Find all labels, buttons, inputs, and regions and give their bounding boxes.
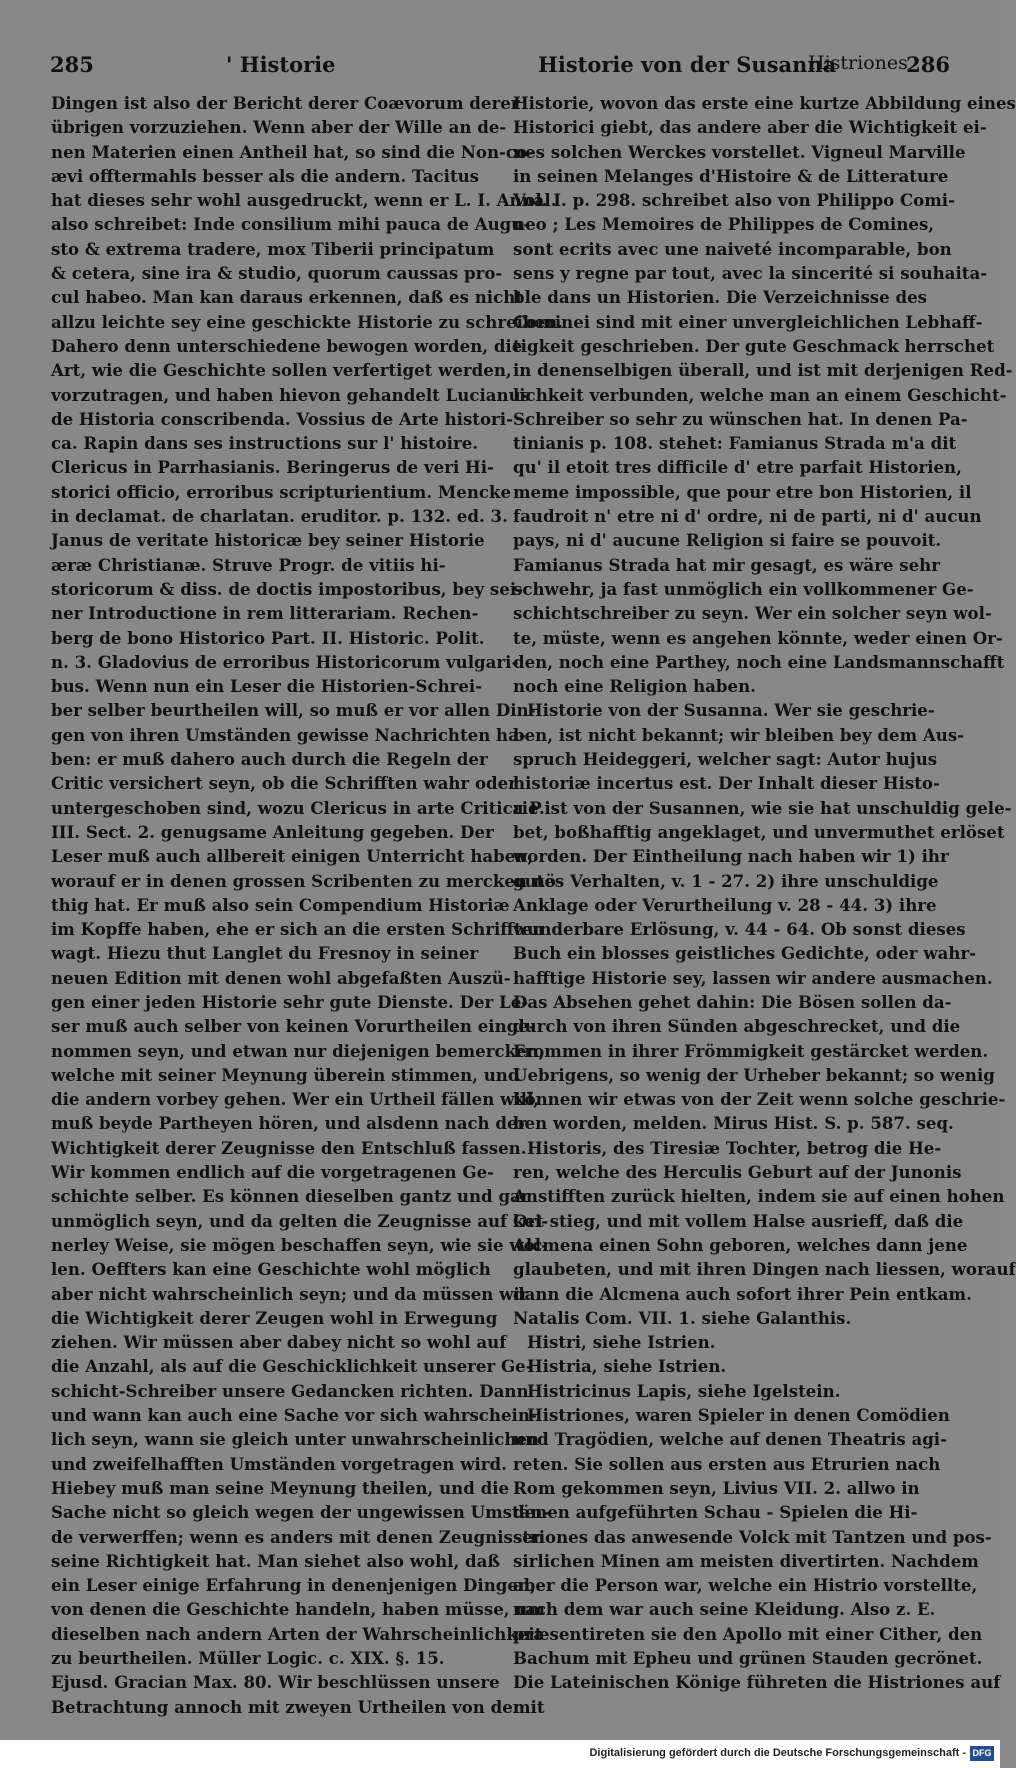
right-text-column (513, 91, 1016, 1717)
text-line: untergeschoben sind, wozu Clericus in arte Critica P. (51, 797, 545, 818)
text-line: gutes Verhalten, v. 1 - 27. 2) ihre unschuldige (513, 870, 939, 891)
text-line: noch eine Religion haben. (513, 676, 756, 697)
text-line: schichtschreiber zu seyn. Wer ein solcher seyn wol- (513, 603, 992, 624)
text-line: ben worden, melden. Mirus Hist. S. p. 587. seq. (513, 1113, 954, 1134)
text-line: Rom gekommen seyn, Livius VII. 2. allwo in (513, 1477, 920, 1498)
text-line: hafftige Historie sey, lassen wir andere ausmachen. (513, 967, 993, 988)
text-line: Historis, des Tiresiæ Tochter, betrog die He- (527, 1137, 942, 1158)
text-line: ben, ist nicht bekannt; wir bleiben bey dem Aus- (513, 724, 965, 745)
text-line: Buch ein blosses geistliches Gedichte, oder wahr- (513, 943, 977, 964)
page-number-left: 285 (50, 52, 94, 77)
text-line: striones das anwesende Volck mit Tantzen und pos- (513, 1526, 992, 1547)
text-line: aber nicht wahrscheinlich seyn; und da müssen wir (51, 1283, 529, 1304)
text-line: qu' il etoit tres difficile d' etre parfait Historien, (513, 457, 962, 478)
text-line: Histri, siehe Istrien. (527, 1332, 716, 1353)
text-line: Dahero denn unterschiedene bewogen worden, die (51, 335, 523, 356)
text-line: ben: er muß dahero auch durch die Regeln der (51, 749, 488, 770)
text-line: de Historia conscribenda. Vossius de Arte histori- (51, 408, 513, 429)
text-line: storicorum & diss. de doctis impostoribus, bey sei- (51, 578, 524, 599)
dfg-logo: DFG (970, 1746, 994, 1761)
text-line: Historie, wovon das erste eine kurtze Abbildung eines (513, 93, 1016, 113)
text-line: rie ist von der Susannen, wie sie hat unschuldig gele- (513, 797, 1012, 818)
footer-bar (0, 1740, 1000, 1768)
text-line: ein Leser einige Erfahrung in denenjenigen Dingen, (51, 1575, 536, 1596)
text-line: Anstifften zurück hielten, indem sie auf einen hohen (513, 1186, 1005, 1207)
text-line: ser muß auch selber von keinen Vorurtheilen einge- (51, 1016, 536, 1037)
text-line: die Wichtigkeit derer Zeugen wohl in Erwegung (51, 1307, 498, 1328)
text-line: thig hat. Er muß also sein Compendium Historiæ (51, 894, 510, 915)
text-line: dieselben nach andern Arten der Wahrscheinlichkeit (51, 1623, 543, 1644)
text-line: von denen die Geschichte handeln, haben müsse, um (51, 1599, 545, 1620)
text-line: gen von ihren Umständen gewisse Nachrichten ha- (51, 724, 526, 745)
text-line: præsentireten sie den Apollo mit einer Cither, den (513, 1623, 983, 1644)
text-line: schicht-Schreiber unsere Gedancken richten. Dann (51, 1380, 529, 1401)
text-line: im Kopffe haben, ehe er sich an die ersten Schrifften (51, 919, 545, 940)
text-line: sens y regne par tout, avec la sincerité si souhaita- (513, 263, 988, 284)
text-line: unmöglich seyn, und da gelten die Zeugnisse auf kei- (51, 1210, 549, 1231)
text-line: worauf er in denen grossen Scribenten zu mercken nö- (51, 870, 563, 891)
text-line: Betrachtung annoch mit zweyen Urtheilen von der (51, 1696, 522, 1717)
text-line: Anklage oder Verurtheilung v. 28 - 44. 3) ihre (513, 894, 937, 915)
text-line: neuen Edition mit denen wohl abgefaßten Auszü- (51, 967, 511, 988)
text-line: also schreibet: Inde consilium mihi pauca de Augu- (51, 214, 531, 235)
text-line: reten. Sie sollen aus ersten aus Etrurien nach (513, 1453, 941, 1474)
running-title-right: Historie von der Susanna (538, 52, 837, 77)
text-line: tigkeit geschrieben. Der gute Geschmack herrschet (513, 335, 995, 356)
text-line: ævi offtermahls besser als die andern. Tacitus (51, 165, 480, 186)
text-line: zu beurtheilen. Müller Logic. c. XIX. §. 15. (51, 1648, 445, 1668)
text-line: wunderbare Erlösung, v. 44 - 64. Ob sonst dieses (513, 919, 966, 940)
text-line: hat dieses sehr wohl ausgedruckt, wenn er L. I. Annal. (51, 190, 557, 211)
text-line: nes solchen Werckes vorstellet. Vigneul Marville (513, 141, 966, 162)
text-line: ble dans un Historien. Die Verzeichnisse des (513, 287, 927, 308)
text-line: Historie von der Susanna. Wer sie geschrie- (527, 700, 935, 721)
text-line: bet, boßhafftig angeklaget, und unvermuthet erlöset (513, 821, 1005, 842)
text-line: Wichtigkeit derer Zeugnisse den Entschluß fassen. (51, 1137, 527, 1158)
text-line: den, noch eine Parthey, noch eine Landsmannschafft (513, 651, 1005, 672)
text-line: Natalis Com. VII. 1. siehe Galanthis. (513, 1307, 852, 1328)
text-line: Historici giebt, das andere aber die Wichtigkeit ei- (513, 117, 987, 138)
page-header (50, 52, 950, 86)
text-line: Das Absehen gehet dahin: Die Bösen sollen da- (513, 991, 952, 1012)
text-line: denen aufgeführten Schau - Spielen die Hi- (513, 1502, 918, 1523)
text-line: Hiebey muß man seine Meynung theilen, und die (51, 1477, 510, 1498)
text-line: Histriones, waren Spieler in denen Comödien (527, 1405, 950, 1426)
text-line: n. 3. Gladovius de erroribus Historicorum vulgari- (51, 651, 519, 672)
text-line: len. Oeffters kan eine Geschichte wohl möglich (51, 1259, 491, 1280)
text-line: Bachum mit Epheu und grünen Stauden gecrönet. (513, 1648, 983, 1668)
text-line: Alcmena einen Sohn geboren, welches dann jene (513, 1234, 968, 1255)
page-number-right: 286 (906, 52, 950, 77)
left-text-column (51, 91, 563, 1717)
text-line: gen einer jeden Historie sehr gute Dienste. Der Le- (51, 991, 529, 1012)
text-line: sirlichen Minen am meisten divertirten. Nachdem (513, 1550, 979, 1571)
text-line: und Tragödien, welche auf denen Theatris agi- (513, 1429, 947, 1450)
text-line: Frommen in ihrer Frömmigkeit gestärcket werden. (513, 1040, 989, 1061)
text-line: seine Richtigkeit hat. Man siehet also wohl, daß (51, 1550, 500, 1571)
text-line: ber selber beurtheilen will, so muß er vor allen Din- (51, 700, 536, 721)
text-line: lichkeit verbunden, welche man an einem Geschicht- (513, 384, 1007, 405)
text-line: Die Lateinischen Könige führeten die Histriones auf (513, 1672, 1001, 1693)
text-line: übrigen vorzuziehen. Wenn aber der Wille an de- (51, 117, 507, 138)
funding-credit: Digitalisierung gefördert durch die Deutsche Forschungsgemeinschaft - (589, 1747, 966, 1759)
text-line: Histria, siehe Istrien. (527, 1356, 727, 1377)
text-line: ca. Rapin dans ses instructions sur l' histoire. (51, 433, 479, 454)
text-line: nach dem war auch seine Kleidung. Also z. E. (513, 1599, 936, 1620)
text-line: glaubeten, und mit ihren Dingen nach liessen, worauf (513, 1259, 1016, 1280)
text-line: Schreiber so sehr zu wünschen hat. In denen Pa- (513, 408, 968, 429)
text-line: ner Introductione in rem litterariam. Rechen- (51, 603, 479, 624)
text-line: de verwerffen; wenn es anders mit denen Zeugnissen (51, 1526, 545, 1547)
text-line: cul habeo. Man kan daraus erkennen, daß es nicht (51, 287, 523, 308)
text-line: te, müste, wenn es angehen könnte, weder einen Or- (513, 627, 1003, 648)
text-line: Critic versichert seyn, ob die Schrifften wahr oder (51, 773, 517, 794)
text-line: die andern vorbey gehen. Wer ein Urtheil fällen will, (51, 1089, 540, 1110)
text-line: ziehen. Wir müssen aber dabey nicht so wohl auf (51, 1332, 507, 1353)
text-line: meme impossible, que pour etre bon Historien, il (513, 481, 972, 502)
running-keyword: Histriones (808, 52, 908, 74)
text-line: schichte selber. Es können dieselben gantz und gar (51, 1186, 530, 1207)
text-line: neo ; Les Memoires de Philippes de Comines, (513, 214, 935, 235)
text-line: Ort stieg, und mit vollem Halse ausrieff, daß die (513, 1210, 964, 1231)
text-line: nerley Weise, sie mögen beschaffen seyn, wie sie wol- (51, 1234, 548, 1255)
text-line: lich seyn, wann sie gleich unter unwahrscheinlichen (51, 1429, 540, 1450)
text-line: spruch Heideggeri, welcher sagt: Autor hujus (513, 749, 938, 770)
text-line: Dingen ist also der Bericht derer Coævorum derer (51, 93, 520, 113)
text-line: dann die Alcmena auch sofort ihrer Pein entkam. (513, 1283, 972, 1304)
text-line: können wir etwas von der Zeit wenn solche geschrie- (513, 1089, 1006, 1110)
text-line: faudroit n' etre ni d' ordre, ni de parti, ni d' aucun (513, 506, 982, 527)
text-line: nommen seyn, und etwan nur diejenigen bemercken, (51, 1040, 545, 1061)
text-line: æræ Christianæ. Struve Progr. de vitiis hi- (51, 554, 446, 575)
text-line: schwehr, ja fast unmöglich ein vollkommener Ge- (513, 578, 974, 599)
text-line: in seinen Melanges d'Histoire & de Litterature (513, 165, 949, 186)
text-line: sto & extrema tradere, mox Tiberii principatum (51, 238, 495, 259)
text-line: & cetera, sine ira & studio, quorum caussas pro- (51, 263, 503, 284)
text-line: und wann kan auch eine Sache vor sich wahrschein- (51, 1405, 537, 1426)
text-line: Ejusd. Gracian Max. 80. Wir beschlüssen unsere (51, 1672, 500, 1693)
text-line: Vol. I. p. 298. schreibet also von Philippo Comi- (513, 190, 955, 211)
text-line: und zweifelhafften Umständen vorgetragen wird. (51, 1453, 507, 1474)
text-line: die Anzahl, als auf die Geschicklichkeit unserer Ge- (51, 1356, 533, 1377)
text-line: in declamat. de charlatan. eruditor. p. 132. ed. 3. (51, 506, 508, 527)
text-line: durch von ihren Sünden abgeschrecket, und die (513, 1016, 961, 1037)
text-line: tinianis p. 108. stehet: Famianus Strada m'a dit (513, 433, 957, 454)
text-line: nen Materien einen Antheil hat, so sind die Non-co- (51, 141, 534, 162)
text-line: wagt. Hiezu thut Langlet du Fresnoy in seiner (51, 943, 479, 964)
text-line: III. Sect. 2. genugsame Anleitung gegeben. Der (51, 821, 494, 842)
text-line: Janus de veritate historicæ bey seiner Historie (51, 530, 485, 551)
text-line: bus. Wenn nun ein Leser die Historien-Schrei- (51, 676, 483, 697)
text-line: pays, ni d' aucune Religion si faire se pouvoit. (513, 530, 942, 551)
text-line: storici officio, erroribus scripturientium. Mencke (51, 481, 512, 502)
text-line: Famianus Strada hat mir gesagt, es wäre sehr (513, 554, 940, 575)
text-line: worden. Der Eintheilung nach haben wir 1) ihr (513, 846, 949, 867)
text-line: welche mit seiner Meynung überein stimmen, und (51, 1064, 520, 1085)
text-line: sont ecrits avec une naiveté incomparable, bon (513, 238, 952, 259)
running-title-left: ' Historie (226, 52, 336, 77)
text-line: muß beyde Partheyen hören, und alsdenn nach der (51, 1113, 527, 1134)
text-line: Leser muß auch allbereit einigen Unterricht haben, (51, 846, 534, 867)
text-line: Wir kommen endlich auf die vorgetragenen Ge- (51, 1162, 495, 1183)
text-line: vorzutragen, und haben hievon gehandelt Lucianus (51, 384, 530, 405)
text-line: allzu leichte sey eine geschickte Historie zu schreiben. (51, 311, 563, 332)
text-line: Uebrigens, so wenig der Urheber bekannt; so wenig (513, 1064, 995, 1085)
text-line: ren, welche des Herculis Geburt auf der Junonis (513, 1162, 962, 1183)
text-line: aber die Person war, welche ein Histrio vorstellte, (513, 1575, 978, 1596)
text-line: historiæ incertus est. Der Inhalt dieser Histo- (513, 773, 940, 794)
text-line: Cominei sind mit einer unvergleichlichen Lebhaff- (513, 311, 983, 332)
text-line: Clericus in Parrhasianis. Beringerus de veri Hi- (51, 457, 494, 478)
text-line: Sache nicht so gleich wegen der ungewissen Umstän- (51, 1502, 550, 1523)
text-line: Art, wie die Geschichte sollen verfertiget werden, (51, 360, 512, 381)
text-line: mit (513, 1696, 545, 1717)
text-line: in denenselbigen überall, und ist mit derjenigen Red- (513, 360, 1013, 381)
text-line: berg de bono Historico Part. II. Historic. Polit. (51, 627, 485, 648)
text-line: Histricinus Lapis, siehe Igelstein. (527, 1380, 841, 1401)
